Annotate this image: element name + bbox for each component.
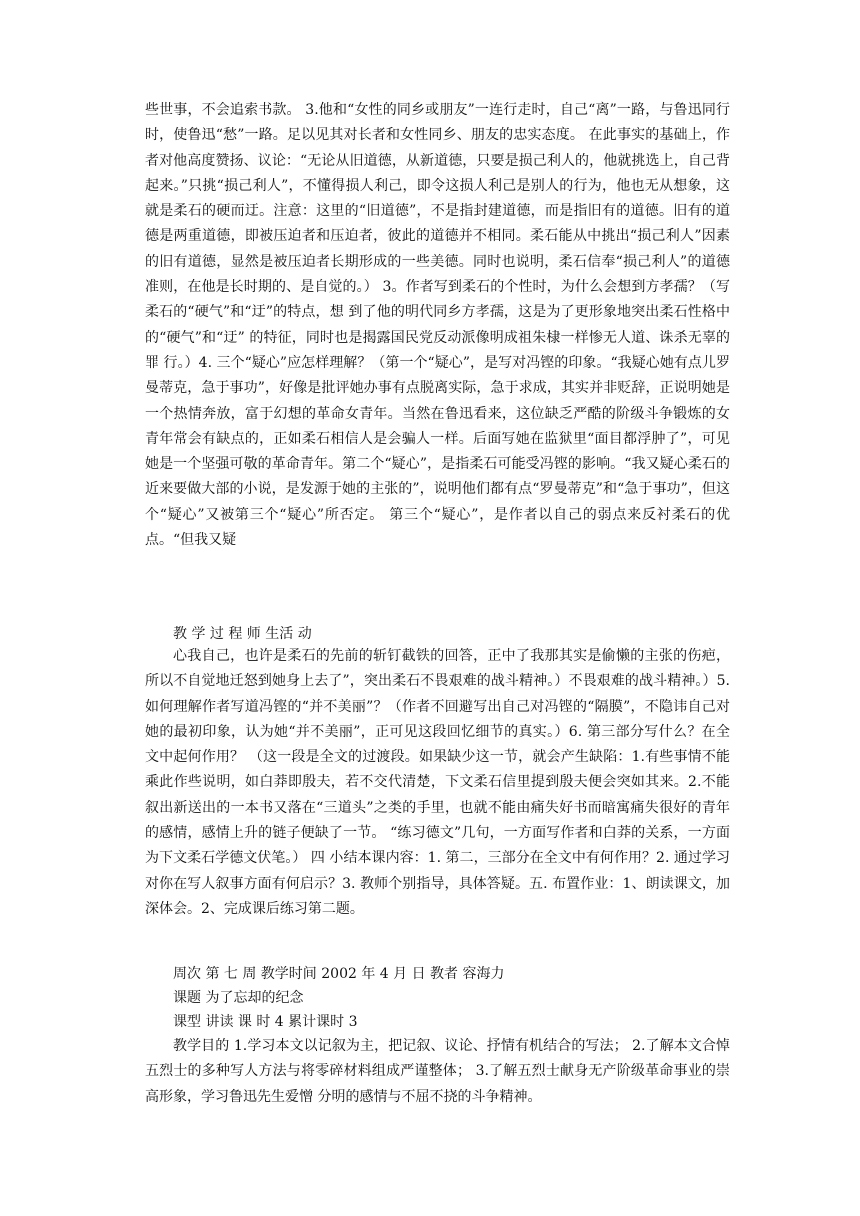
paragraph-teaching-goals: 教学目的 1.学习本文以记叙为主，把记叙、议论、抒情有机结合的写法； 2.了解本文合悼五烈士的多种写人方法与将零碎材料组成严谨整体； 3.了解五烈士献身无产阶级革命事业的崇高形象，学习鲁迅先生爱憎 分明的感情与不屈不挠的斗争精神。 [145, 1038, 730, 1105]
paragraph-teaching-process: 心我自己，也许是柔石的先前的斩钉截铁的回答，正中了我那其实是偷懒的主张的伤疤，所以不自觉地迁怒到她身上去了”，突出柔石不畏艰难的战斗精神。）不畏艰难的战斗精神。）5. 如何理解作者写道冯铿的“并不美丽”？（作者不回避写出自己对冯铿的“隔膜”，不隐讳自己对她的最初印象，认为她“并不美丽”，正可见这段回忆细节的真实。）6. 第三部分写什么？在全文中起何作用？ （这一段是全文的过渡段。如果缺少这一节，就会产生缺陷：1.有些事情不能乘此作些说明，如白莽即殷夫，若不交代清楚，下文柔石信里提到殷夫便会突如其来。2.不能叙出新送出的一本书又落在“三道头”之类的手里，也就不能由痛失好书而暗寓痛失很好的青年的感情，感情上升的链子便缺了一节。 “练习德文”几句，一方面写作者和白莽的关系，一方面为下文柔石学德文伏笔。） 四 小结本课内容：1. 第二，三部分在全文中有何作用？2. 通过学习对你在写人叙事方面有何启示？3. 教师个别指导，具体答疑。五. 布置作业：1、朗读课文，加深体会。2、完成课后练习第二题。 [145, 648, 730, 917]
lesson-type-line: 课型 讲读 课 时 4 累计课时 3 [173, 1014, 358, 1030]
lesson-schedule-line: 周次 第 七 周 教学时间 2002 年 4 月 日 教者 容海力 [173, 966, 505, 982]
lesson-topic-line: 课题 为了忘却的纪念 [173, 990, 304, 1006]
section-heading: 教 学 过 程 师 生活 动 [173, 626, 312, 642]
paragraph-continuation: 些世事，不会追索书款。 3.他和“女性的同乡或朋友”一连行走时，自己“离”一路，与鲁迅同行时，使鲁迅“愁”一路。足以见其对长者和女性同乡、朋友的忠实态度。 在此事实的基础上，作者对他高度赞扬、议论：“无论从旧道德，从新道德，只要是损己利人的，他就挑选上，自己背起来。”只挑“损己利人”，不懂得损人利己，即令这损人利己是别人的行为，他也无从想象，这就是柔石的硬而迂。注意：这里的“旧道德”，不是指封建道德，而是指旧有的道德。旧有的道德是两重道德，即被压迫者和压迫者，彼此的道德并不相同。柔石能从中挑出“损己利人”因素的旧有道德，显然是被压迫者长期形成的一些美德。同时也说明，柔石信奉“损己利人”的道德准则，在他是长时期的、是自觉的。） 3。作者写到柔石的个性时，为什么会想到方孝孺？（写柔石的“硬气”和“迂”的特点，想 到了他的明代同乡方孝孺，这是为了更形象地突出柔石性格中的“硬气”和“迂” 的特征，同时也是揭露国民党反动派像明成祖朱棣一样惨无人道、诛杀无辜的罪 行。）4. 三个“疑心”应怎样理解？（第一个“疑心”，是写对冯铿的印象。“我疑心她有点儿罗曼蒂克，急于事功”，好像是批评她办事有点脱离实际，急于求成，其实并非贬辞，正说明她是一个热情奔放，富于幻想的革命女青年。当然在鲁迅看来，这位缺乏严酷的阶级斗争锻炼的女青年常会有缺点的，正如柔石相信人是会骗人一样。后面写她在监狱里“面目都浮肿了”，可见她是一个坚强可敬的革命青年。第二个“疑心”，是指柔石可能受冯铿的影响。“我又疑心柔石的近来要做大部的小说，是发源于她的主张的”，说明他们都有点“罗曼蒂克”和“急于事功”，但这个“疑心”又被第三个“疑心”所否定。 第三个“疑心”，是作者以自己的弱点来反衬柔石的优点。“但我又疑 [145, 102, 730, 549]
text-block-middle [145, 644, 730, 922]
text-block-bottom [145, 1034, 730, 1110]
text-block-top [145, 98, 730, 553]
